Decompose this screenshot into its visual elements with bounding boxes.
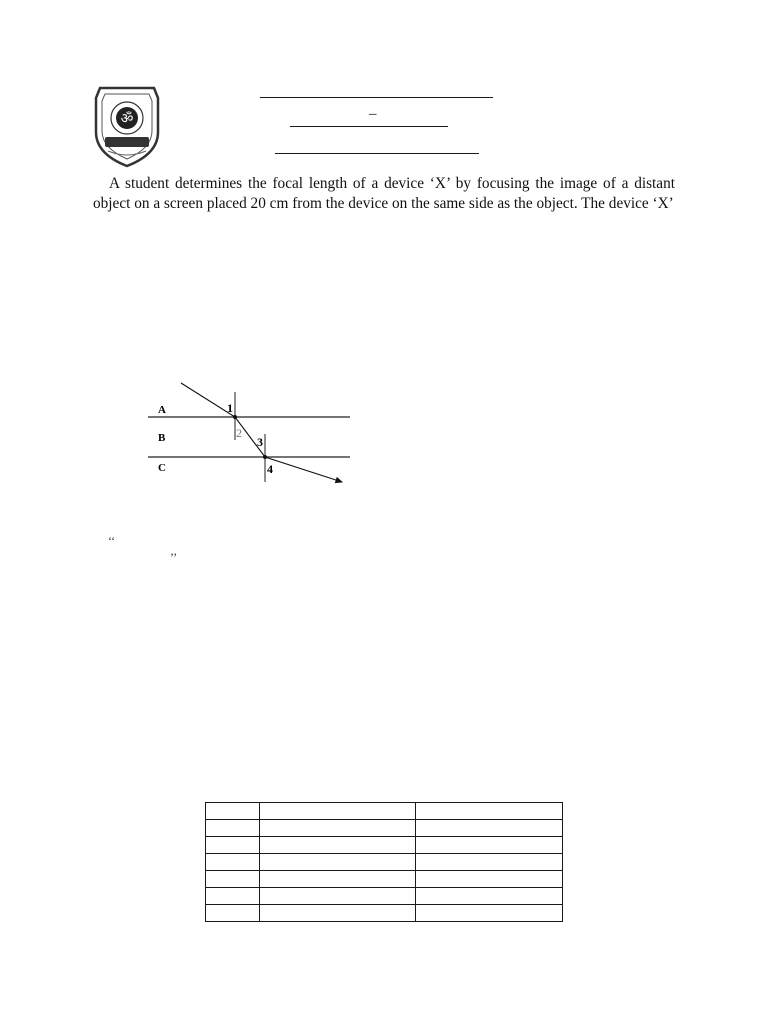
table-row — [206, 888, 563, 905]
answer-table-body — [206, 803, 563, 922]
angle-label-2: 2 — [236, 426, 242, 440]
table-cell — [260, 837, 416, 854]
table-row — [206, 854, 563, 871]
school-logo — [92, 84, 162, 168]
table-cell — [416, 820, 563, 837]
open-quote-mark: ‘‘ — [108, 534, 116, 548]
incidence-point-1 — [233, 415, 237, 419]
table-cell — [206, 820, 260, 837]
table-cell — [206, 905, 260, 922]
title-rule-class — [290, 126, 448, 127]
medium-label-b: B — [158, 432, 166, 444]
answer-table — [205, 802, 563, 922]
table-cell — [206, 837, 260, 854]
school-crest-icon — [92, 84, 162, 168]
close-quote-mark: ’’ — [170, 550, 178, 564]
table-row — [206, 837, 563, 854]
table-cell — [416, 871, 563, 888]
table-cell — [260, 905, 416, 922]
table-cell — [206, 803, 260, 820]
table-cell — [206, 888, 260, 905]
table-row — [206, 871, 563, 888]
table-cell — [416, 803, 563, 820]
title-rule-school — [260, 97, 493, 98]
table-cell — [206, 871, 260, 888]
light-ray — [181, 383, 342, 482]
table-cell — [260, 871, 416, 888]
table-cell — [206, 854, 260, 871]
medium-label-a: A — [158, 404, 166, 416]
incidence-point-2 — [263, 455, 267, 459]
angle-label-1: 1 — [227, 401, 233, 415]
om-symbol: ॐ — [120, 112, 134, 127]
table-row — [206, 905, 563, 922]
table-cell — [260, 888, 416, 905]
title-rule-subject — [275, 153, 479, 154]
angle-label-3: 3 — [257, 435, 263, 449]
medium-label-c: C — [158, 462, 166, 474]
table-cell — [416, 837, 563, 854]
table-cell — [416, 888, 563, 905]
table-row — [206, 803, 563, 820]
table-cell — [416, 854, 563, 871]
table-cell — [260, 854, 416, 871]
angle-label-4: 4 — [267, 462, 273, 476]
title-separator: – — [369, 106, 377, 122]
table-row — [206, 820, 563, 837]
table-cell — [416, 905, 563, 922]
question-text: A student determines the focal length of a device ‘X’ by focusing the image of a distant object on a screen placed 20 cm from the device on the same side as the object. The device ‘X’ — [93, 175, 675, 212]
table-cell — [260, 820, 416, 837]
refraction-diagram — [148, 378, 358, 490]
table-cell — [260, 803, 416, 820]
